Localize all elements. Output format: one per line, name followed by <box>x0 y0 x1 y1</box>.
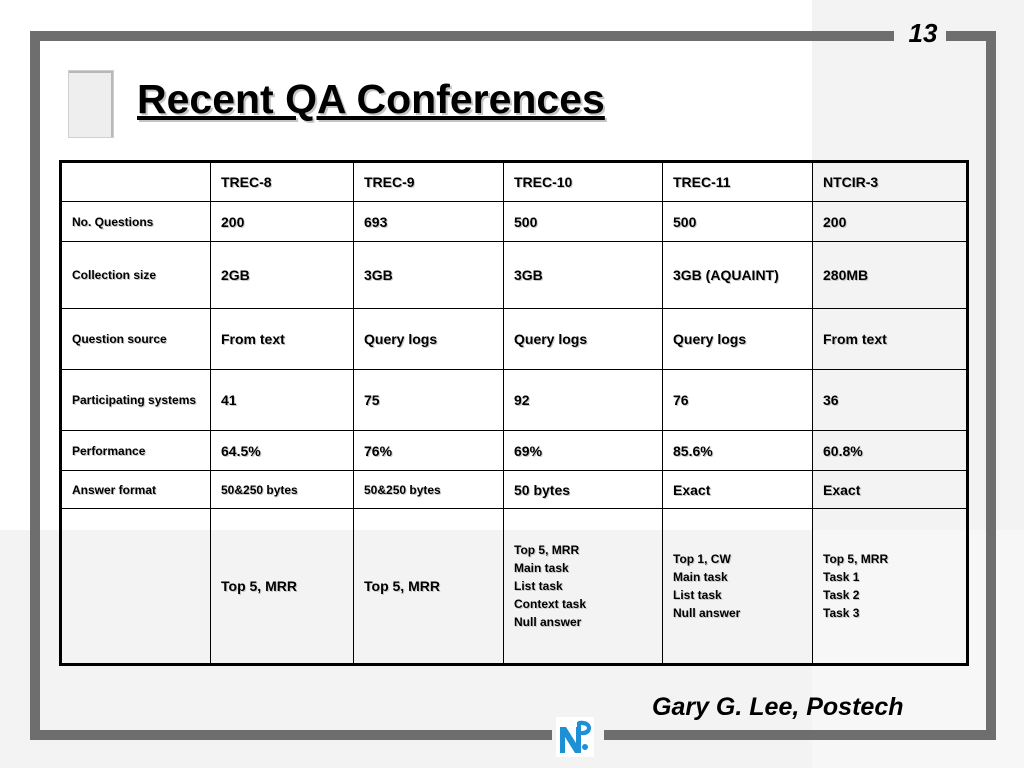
table-cell: 280MB <box>813 242 968 309</box>
table-cell: Query logs <box>504 309 663 370</box>
qa-conferences-table <box>59 160 969 666</box>
cell-line: Top 5, MRR <box>823 552 889 566</box>
cell-line: Null answer <box>514 615 582 629</box>
frame-border-right <box>986 31 996 740</box>
cell-line: Task 2 <box>823 588 860 602</box>
cell-line: Null answer <box>673 606 741 620</box>
table-cell: Query logs <box>354 309 504 370</box>
frame-border-bottom-left <box>30 730 552 740</box>
header-cell-trec10: TREC-10 <box>504 162 663 202</box>
table-cell: 69% <box>504 431 663 471</box>
table-cell: 41 <box>211 370 354 431</box>
table-cell <box>504 509 663 665</box>
cell-line: List task <box>514 579 563 593</box>
author-credit: Gary G. Lee, Postech <box>652 693 904 721</box>
row-label: Answer format <box>61 471 211 509</box>
nlp-logo-icon <box>556 717 594 757</box>
table-cell: 3GB <box>504 242 663 309</box>
table-cell: 75 <box>354 370 504 431</box>
slide-title: Recent QA Conferences <box>137 76 605 122</box>
cell-line: Task 3 <box>823 606 860 620</box>
table-cell: 693 <box>354 202 504 242</box>
table-row <box>61 509 968 665</box>
table-cell: 200 <box>813 202 968 242</box>
table-cell: 64.5% <box>211 431 354 471</box>
table-cell: 2GB <box>211 242 354 309</box>
frame-border-left <box>30 31 40 740</box>
table-cell: 50 bytes <box>504 471 663 509</box>
table-row <box>61 471 968 509</box>
table-cell: 3GB (AQUAINT) <box>663 242 813 309</box>
table-cell <box>813 509 968 665</box>
cell-line: List task <box>673 588 722 602</box>
header-cell-ntcir3: NTCIR-3 <box>813 162 968 202</box>
cell-line: Top 5, MRR <box>514 543 580 557</box>
table-row <box>61 309 968 370</box>
header-cell-trec11: TREC-11 <box>663 162 813 202</box>
row-label <box>61 509 211 665</box>
table-cell: 92 <box>504 370 663 431</box>
table-row <box>61 431 968 471</box>
table-cell: 76% <box>354 431 504 471</box>
row-label: No. Questions <box>61 202 211 242</box>
cell-line: Main task <box>514 561 569 575</box>
page-number: 13 <box>908 18 938 48</box>
frame-border-top <box>30 31 894 41</box>
table-row <box>61 242 968 309</box>
header-cell-trec9: TREC-9 <box>354 162 504 202</box>
row-label: Performance <box>61 431 211 471</box>
table-cell: 200 <box>211 202 354 242</box>
row-label: Participating systems <box>61 370 211 431</box>
table-cell: 50&250 bytes <box>211 471 354 509</box>
table-cell: 36 <box>813 370 968 431</box>
row-label: Question source <box>61 309 211 370</box>
cell-line: Top 1, CW <box>673 552 731 566</box>
table-row <box>61 370 968 431</box>
cell-line: Main task <box>673 570 728 584</box>
header-cell-trec8: TREC-8 <box>211 162 354 202</box>
table-cell: 60.8% <box>813 431 968 471</box>
cell-line: Task 1 <box>823 570 860 584</box>
table-cell: Top 5, MRR <box>354 509 504 665</box>
table-cell: From text <box>813 309 968 370</box>
table-cell: Top 5, MRR <box>211 509 354 665</box>
table-cell: 85.6% <box>663 431 813 471</box>
frame-border-bottom-right <box>604 730 996 740</box>
table-cell: 3GB <box>354 242 504 309</box>
table-cell: 500 <box>504 202 663 242</box>
row-label: Collection size <box>61 242 211 309</box>
table-header-row <box>61 162 968 202</box>
table-cell: 500 <box>663 202 813 242</box>
header-cell-empty <box>61 162 211 202</box>
table-cell: 76 <box>663 370 813 431</box>
cell-line: Context task <box>514 597 587 611</box>
table-cell: From text <box>211 309 354 370</box>
table-cell: 50&250 bytes <box>354 471 504 509</box>
table-cell <box>663 509 813 665</box>
table-cell: Query logs <box>663 309 813 370</box>
table-cell: Exact <box>813 471 968 509</box>
table-row <box>61 202 968 242</box>
decorative-box <box>68 70 114 138</box>
table-cell: Exact <box>663 471 813 509</box>
